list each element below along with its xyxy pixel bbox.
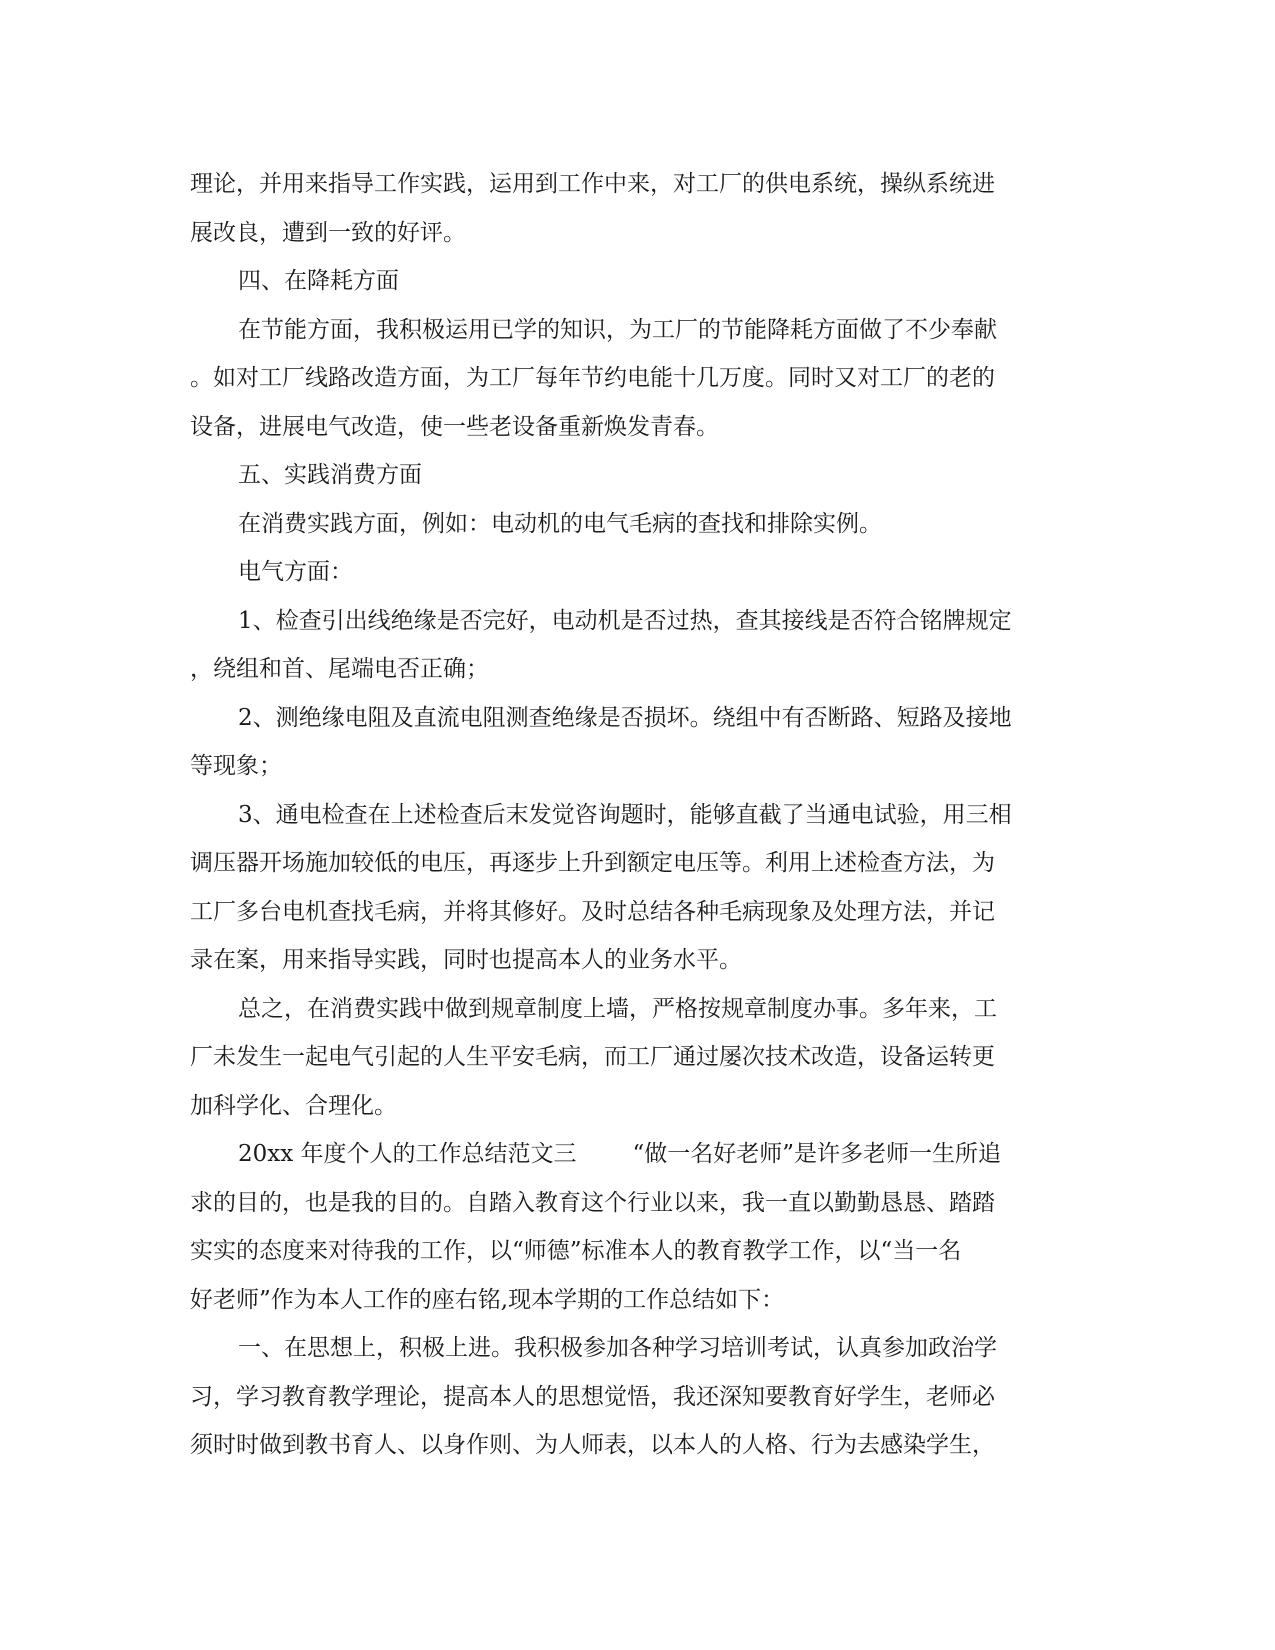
text-line: 理论，并用来指导工作实践，运用到工作中来，对工厂的供电系统，操纵系统进 [190,171,995,197]
text-line: 设备，进展电气改造，使一些老设备重新焕发青春。 [190,413,719,440]
document-body [190,160,1080,1470]
text-line: 在节能方面，我积极运用已学的知识，为工厂的节能降耗方面做了不少奉献 [238,316,997,343]
text-line: 总之，在消费实践中做到规章制度上墙，严格按规章制度办事。多年来，工 [238,995,997,1022]
text-line: ，绕组和首、尾端电否正确； [190,656,489,682]
text-line: 实实的态度来对待我的工作，以“师德”标准本人的教育教学工作，以“当一名 [190,1238,962,1264]
text-line: 录在案，用来指导实践，同时也提高本人的业务水平。 [190,947,742,973]
text-line: 习，学习教育教学理论，提高本人的思想觉悟，我还深知要教育好学生，老师必 [190,1383,995,1410]
text-line: 须时时做到教书育人、以身作则、为人师表，以本人的人格、行为去感染学生， [190,1432,995,1458]
section-heading-5: 五、实践消费方面 [238,462,422,488]
list-item-1: 1、检查引出线绝缘是否完好，电动机是否过热，查其接线是否符合铭牌规定 [238,607,1012,634]
text-line: 好老师”作为本人工作的座右铭,现本学期的工作总结如下： [190,1286,785,1313]
text-line: 展改良，遭到一致的好评。 [190,219,466,246]
text-line: 工厂多台电机查找毛病，并将其修好。及时总结各种毛病现象及处理方法，并记 [190,898,995,925]
text-line: 调压器开场施加较低的电压，再逐步上升到额定电压等。利用上述检查方法，为 [190,850,995,876]
list-item-3: 3、通电检查在上述检查后末发觉咨询题时，能够直截了当通电试验，用三相 [238,801,1012,828]
section-title: 20xx 年度个人的工作总结范文三 [238,1141,577,1167]
text-line: 求的目的，也是我的目的。自踏入教育这个行业以来，我一直以勤勤恳恳、踏踏 [190,1189,995,1216]
text-line: 。如对工厂线路改造方面，为工厂每年节约电能十几万度。同时又对工厂的老的 [190,365,995,391]
section-title-line [190,1130,1080,1179]
section-first-line-text: “做一名好老师”是许多老师一生所追 [632,1141,1002,1167]
text-line: 厂未发生一起电气引起的人生平安毛病，而工厂通过屡次技术改造，设备运转更 [190,1044,995,1070]
text-line: 等现象； [190,753,282,779]
section-heading-4: 四、在降耗方面 [238,268,399,294]
text-line: 电气方面： [238,559,353,585]
text-line: 一、在思想上，积极上进。我积极参加各种学习培训考试，认真参加政治学 [238,1335,997,1361]
list-item-2: 2、测绝缘电阻及直流电阻测查绝缘是否损坏。绕组中有否断路、短路及接地 [238,704,1012,731]
text-line: 在消费实践方面，例如：电动机的电气毛病的查找和排除实例。 [238,510,882,537]
text-line: 加科学化、合理化。 [190,1092,397,1119]
